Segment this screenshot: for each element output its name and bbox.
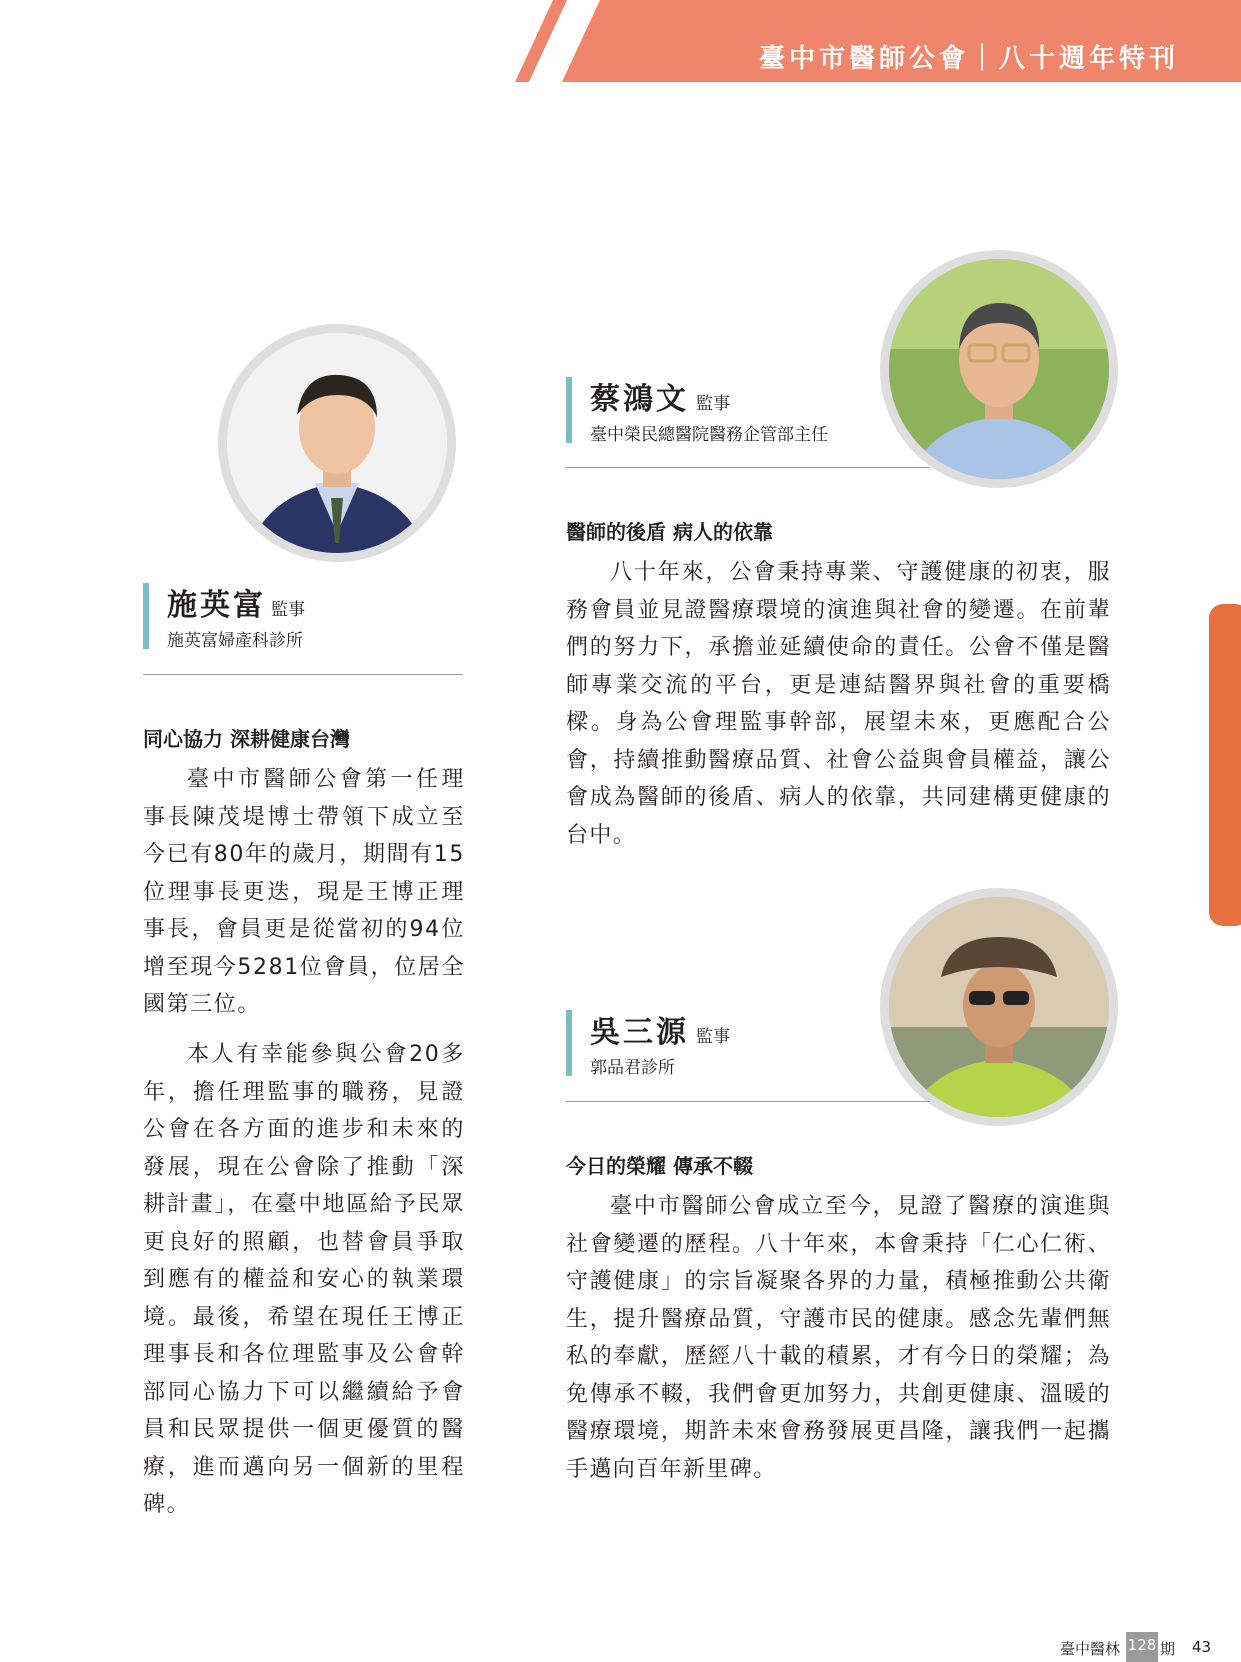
person-3-paragraph-1: 臺中市醫師公會成立至今，見證了醫療的演進與社會變遷的歷程。八十年來，本會秉持「仁心仁術、守護健康」的宗旨凝聚各界的力量，積極推動公共衛生，提升醫療品質，守護市民的健康。感念先輩們無私的奉獻，歷經八十載的積累，才有今日的榮耀；為免傳承不輟，我們會更加努力，共創更健康、溫暖的醫療環境，期許未來會務發展更昌隆，讓我們一起攜手邁向百年新里碑。 bbox=[566, 1194, 1111, 1482]
person-2-headline: 醫師的後盾 病人的依靠 bbox=[566, 520, 773, 544]
divider-2 bbox=[566, 467, 930, 468]
person-3-role: 監事 bbox=[696, 1027, 730, 1047]
portrait-photo-3 bbox=[880, 888, 1118, 1126]
person-1-headline: 同心協力 深耕健康台灣 bbox=[143, 727, 350, 751]
person-2-name: 蔡鴻文 bbox=[590, 382, 689, 417]
person-1-name: 施英富 bbox=[167, 588, 266, 623]
publication-title: 臺中市醫師公會｜八十週年特刊 bbox=[758, 44, 1179, 74]
divider-1 bbox=[143, 674, 463, 675]
name-accent-bar bbox=[566, 377, 572, 443]
page-number: 43 bbox=[1192, 1638, 1212, 1656]
person-3-headline: 今日的榮耀 傳承不輟 bbox=[566, 1154, 753, 1178]
section-side-tab bbox=[1209, 604, 1241, 926]
name-accent-bar bbox=[143, 583, 149, 649]
name-accent-bar bbox=[566, 1010, 572, 1076]
person-1-paragraph-2: 本人有幸能參與公會20多年，擔任理監事的職務，見證公會在各方面的進步和未來的發展，現在公會除了推動「深耕計畫」，在臺中地區給予民眾更良好的照顧，也替會員爭取到應有的權益和安心的執業環境。最後，希望在現任王博正理事長和各位理監事及公會幹部同心協力下可以繼續給予會員和民眾提供一個更優質的醫療，進而邁向另一個新的里程碑。 bbox=[143, 1042, 465, 1517]
person-1-paragraph-1: 臺中市醫師公會第一任理事長陳茂堤博士帶領下成立至今已有80年的歲月，期間有15位理事長更迭，現是王博正理事長，會員更是從當初的94位增至現今5281位會員，位居全國第三位。 bbox=[143, 767, 465, 1017]
person-1-role: 監事 bbox=[271, 600, 305, 620]
footer-issue-suffix: 期 bbox=[1160, 1640, 1176, 1658]
person-2-affiliation: 臺中榮民總醫院醫務企管部主任 bbox=[590, 425, 828, 445]
header-accent-stripe bbox=[515, 0, 567, 82]
person-2-paragraph-1: 八十年來，公會秉持專業、守護健康的初衷，服務會員並見證醫療環境的演進與社會的變遷。在前輩們的努力下，承擔並延續使命的責任。公會不僅是醫師專業交流的平台，更是連結醫界與社會的重要橋樑。身為公會理監事幹部，展望未來，更應配合公會，持續推動醫療品質、社會公益與會員權益，讓公會成為醫師的後盾、病人的依靠，共同建構更健康的台中。 bbox=[566, 560, 1111, 848]
footer-brand: 臺中醫林 bbox=[1060, 1640, 1121, 1658]
portrait-photo-1 bbox=[218, 324, 456, 562]
person-3-name: 吳三源 bbox=[590, 1015, 689, 1050]
person-1-affiliation: 施英富婦產科診所 bbox=[167, 631, 303, 651]
divider-3 bbox=[566, 1101, 930, 1102]
portrait-photo-2 bbox=[880, 250, 1118, 488]
person-2-role: 監事 bbox=[696, 394, 730, 414]
person-3-affiliation: 郭品君診所 bbox=[590, 1058, 675, 1078]
footer-issue-number: 128 bbox=[1126, 1632, 1158, 1662]
